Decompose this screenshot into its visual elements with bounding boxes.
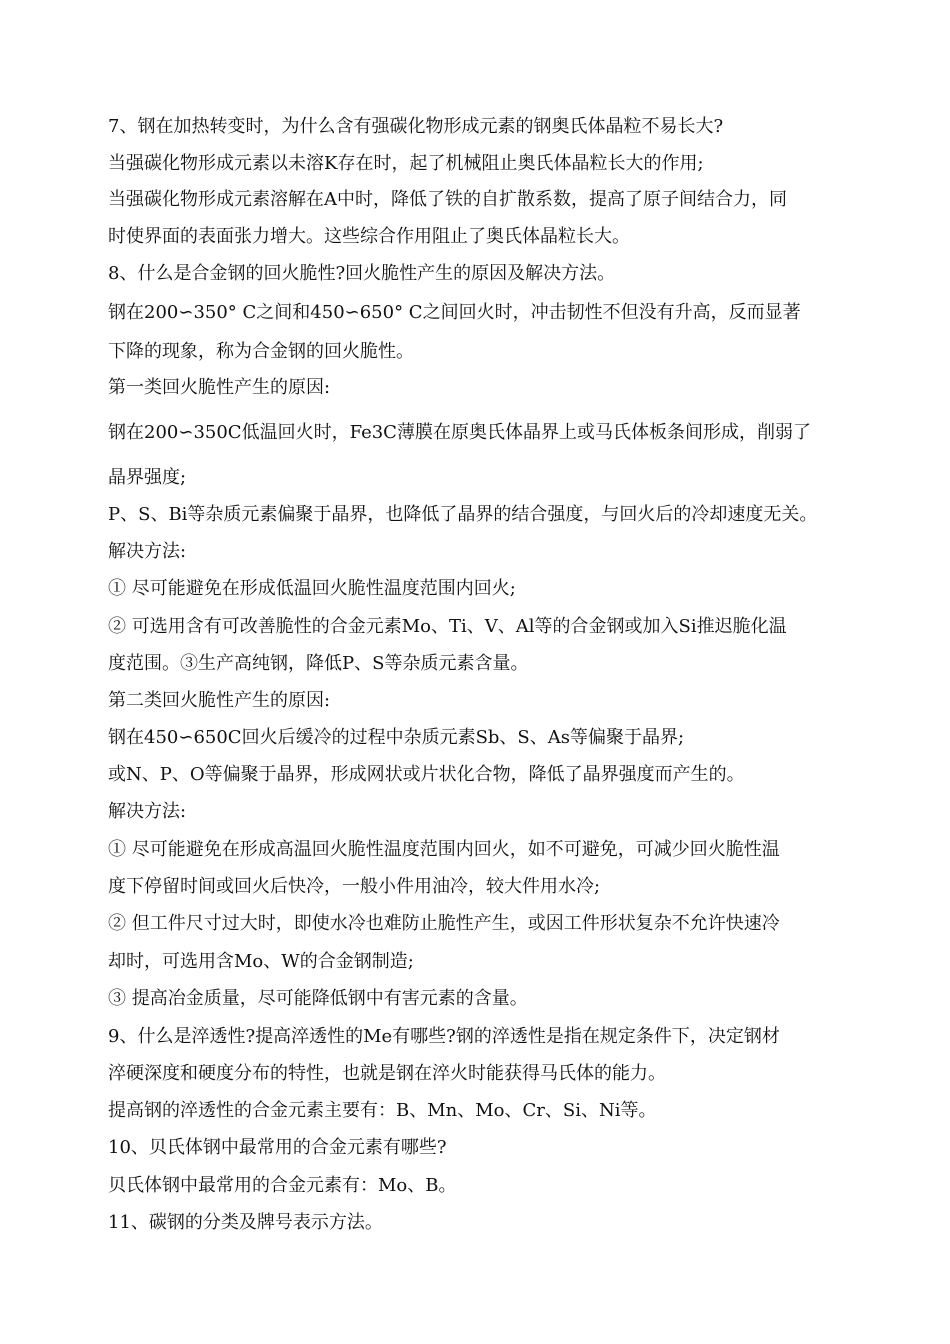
text-line: 却时，可选用含Mo、W的合金钢制造; xyxy=(108,951,414,972)
text-line: 钢在200∽350° C之间和450∽650° C之间回火时，冲击韧性不但没有升高，反而显著 xyxy=(108,302,801,323)
text-line: 提高钢的淬透性的合金元素主要有：B、Mn、Mo、Cr、Si、Ni等。 xyxy=(108,1100,657,1121)
subheading: 解决方法: xyxy=(108,541,187,562)
question-8-heading: 8、什么是合金钢的回火脆性?回火脆性产生的原因及解决方法。 xyxy=(108,263,616,284)
question-9-heading: 9、什么是淬透性?提高淬透性的Me有哪些?钢的淬透性是指在规定条件下，决定钢材 xyxy=(108,1026,780,1047)
list-item: ① 尽可能避免在形成高温回火脆性温度范围内回火，如不可避免，可减少回火脆性温 xyxy=(108,839,780,860)
question-11-heading: 11、碳钢的分类及牌号表示方法。 xyxy=(108,1212,383,1233)
text-line: 淬硬深度和硬度分布的特性，也就是钢在淬火时能获得马氏体的能力。 xyxy=(108,1063,666,1084)
text-line: 下降的现象，称为合金钢的回火脆性。 xyxy=(108,341,414,362)
text-line: 时使界面的表面张力增大。这些综合作用阻止了奥氏体晶粒长大。 xyxy=(108,226,630,247)
list-item: ② 可选用含有可改善脆性的合金元素Mo、Ti、V、Al等的合金钢或加入Si推迟脆化温 xyxy=(108,616,787,637)
question-10-heading: 10、贝氏体钢中最常用的合金元素有哪些? xyxy=(108,1137,447,1158)
list-item: ② 但工件尺寸过大时，即使水冷也难防止脆性产生，或因工件形状复杂不允许快速冷 xyxy=(108,913,780,934)
text-line: 度下停留时间或回火后快冷，一般小件用油冷，较大件用水冷; xyxy=(108,876,601,897)
question-7-heading: 7、钢在加热转变时，为什么含有强碳化物形成元素的钢奥氏体晶粒不易长大? xyxy=(108,116,724,137)
list-item: ③ 提高冶金质量，尽可能降低钢中有害元素的含量。 xyxy=(108,988,528,1009)
subheading: 第一类回火脆性产生的原因: xyxy=(108,377,331,398)
text-line: 贝氏体钢中最常用的合金元素有：Mo、B。 xyxy=(108,1175,457,1196)
subheading: 解决方法: xyxy=(108,801,187,822)
text-line: 钢在450∽650C回火后缓冷的过程中杂质元素Sb、S、As等偏聚于晶界; xyxy=(108,727,685,748)
subheading: 第二类回火脆性产生的原因: xyxy=(108,690,331,711)
text-line: P、S、Bi等杂质元素偏聚于晶界，也降低了晶界的结合强度，与回火后的冷却速度无关。 xyxy=(108,504,818,525)
text-line: 度范围。③生产高纯钢，降低P、S等杂质元素含量。 xyxy=(108,653,529,674)
text-line: 或N、P、O等偏聚于晶界，形成网状或片状化合物，降低了晶界强度而产生的。 xyxy=(108,764,745,785)
text-line: 当强碳化物形成元素以未溶K存在时，起了机械阻止奥氏体晶粒长大的作用; xyxy=(108,153,704,174)
text-line: 当强碳化物形成元素溶解在A中时，降低了铁的自扩散系数，提高了原子间结合力，同 xyxy=(108,189,787,210)
list-item: ① 尽可能避免在形成低温回火脆性温度范围内回火; xyxy=(108,578,516,599)
text-line: 钢在200∽350C低温回火时，Fe3C薄膜在原奥氏体晶界上或马氏体板条间形成，削弱了 xyxy=(108,422,811,443)
text-line: 晶界强度; xyxy=(108,467,187,488)
